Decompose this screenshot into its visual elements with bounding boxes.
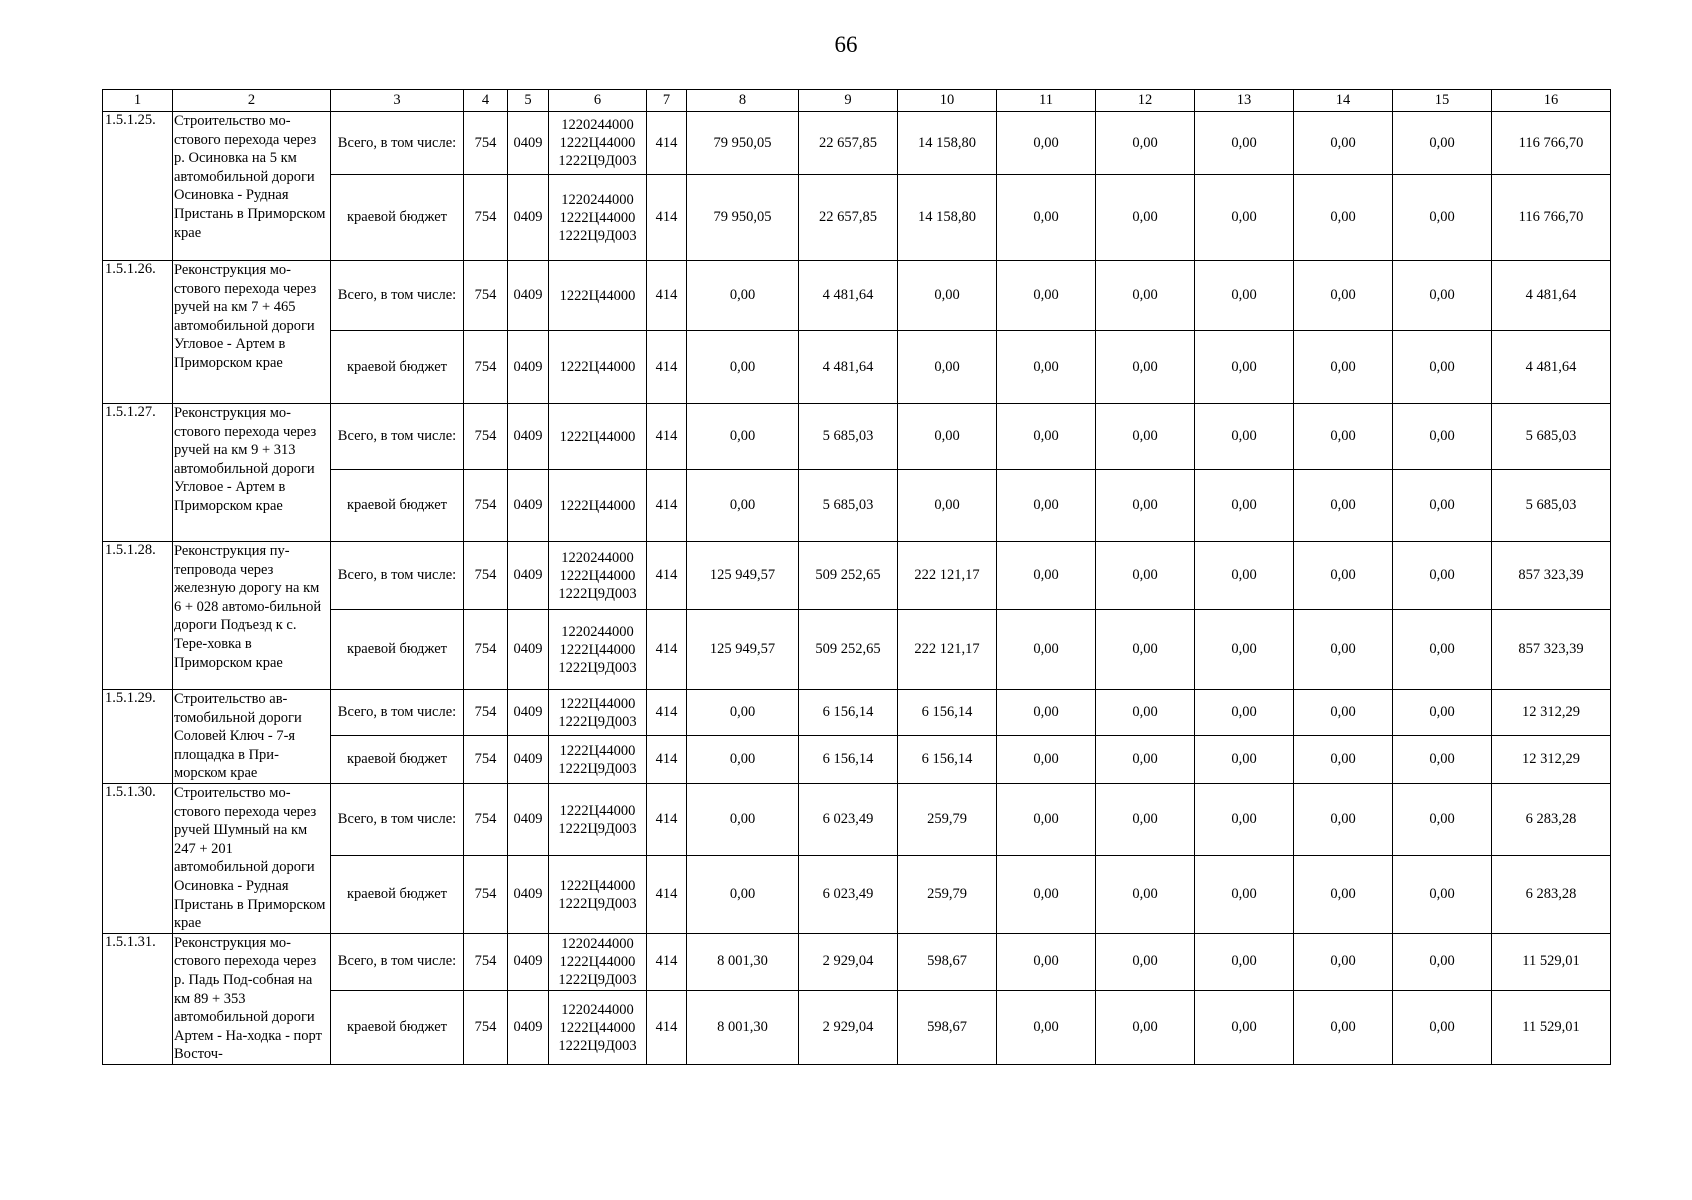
section-code: 0409 (508, 933, 549, 991)
expense-type-code: 414 (647, 261, 687, 331)
expense-type-code: 414 (647, 404, 687, 470)
expense-type-code: 414 (647, 736, 687, 784)
funding-source: краевой бюджет (331, 470, 464, 542)
amount-value: 0,00 (1393, 610, 1492, 690)
funding-source: краевой бюджет (331, 856, 464, 933)
amount-value: 6 156,14 (799, 690, 898, 736)
section-code: 0409 (508, 175, 549, 261)
amount-value: 0,00 (1195, 175, 1294, 261)
col-header: 5 (508, 90, 549, 112)
amount-value: 0,00 (1096, 331, 1195, 404)
amount-value: 5 685,03 (799, 404, 898, 470)
amount-value: 0,00 (898, 404, 997, 470)
amount-value: 0,00 (1294, 991, 1393, 1065)
expense-type-code: 414 (647, 470, 687, 542)
amount-value: 0,00 (1393, 261, 1492, 331)
item-name: Реконструкция пу-тепровода через железную дорогу на км 6 + 028 автомо-бильной дороги Подъезд к с. Тере-ховка в Приморском крае (173, 542, 331, 690)
amount-value: 222 121,17 (898, 542, 997, 610)
amount-value: 125 949,57 (687, 542, 799, 610)
section-code: 0409 (508, 331, 549, 404)
table-row (103, 690, 1611, 736)
target-article-code: 1220244000 1222Ц44000 1222Ц9Д003 (549, 542, 647, 610)
col-header: 8 (687, 90, 799, 112)
col-header: 6 (549, 90, 647, 112)
amount-value: 0,00 (1294, 261, 1393, 331)
amount-value: 6 156,14 (799, 736, 898, 784)
amount-value: 6 023,49 (799, 856, 898, 933)
target-article-code: 1220244000 1222Ц44000 1222Ц9Д003 (549, 112, 647, 175)
admin-code: 754 (464, 404, 508, 470)
amount-value: 0,00 (997, 610, 1096, 690)
item-name: Реконструкция мо-стового перехода через ручей на км 7 + 465 автомобильной дороги Угловое - Артем в Приморском крае (173, 261, 331, 404)
item-code: 1.5.1.27. (103, 404, 173, 542)
total-value: 12 312,29 (1492, 736, 1611, 784)
item-code: 1.5.1.29. (103, 690, 173, 784)
amount-value: 0,00 (1393, 736, 1492, 784)
table-row (103, 404, 1611, 470)
amount-value: 0,00 (1096, 404, 1195, 470)
target-article-code: 1222Ц44000 1222Ц9Д003 (549, 783, 647, 855)
amount-value: 6 156,14 (898, 690, 997, 736)
section-code: 0409 (508, 542, 549, 610)
amount-value: 0,00 (1195, 470, 1294, 542)
amount-value: 0,00 (687, 261, 799, 331)
total-value: 11 529,01 (1492, 933, 1611, 991)
amount-value: 0,00 (1294, 404, 1393, 470)
amount-value: 8 001,30 (687, 933, 799, 991)
target-article-code: 1222Ц44000 (549, 470, 647, 542)
expense-type-code: 414 (647, 690, 687, 736)
amount-value: 0,00 (687, 331, 799, 404)
amount-value: 5 685,03 (799, 470, 898, 542)
section-code: 0409 (508, 690, 549, 736)
amount-value: 0,00 (1294, 933, 1393, 991)
admin-code: 754 (464, 690, 508, 736)
amount-value: 0,00 (1294, 783, 1393, 855)
amount-value: 0,00 (1294, 856, 1393, 933)
funding-source: краевой бюджет (331, 991, 464, 1065)
admin-code: 754 (464, 112, 508, 175)
amount-value: 0,00 (997, 261, 1096, 331)
amount-value: 125 949,57 (687, 610, 799, 690)
amount-value: 259,79 (898, 783, 997, 855)
admin-code: 754 (464, 470, 508, 542)
admin-code: 754 (464, 175, 508, 261)
amount-value: 222 121,17 (898, 610, 997, 690)
col-header: 15 (1393, 90, 1492, 112)
total-value: 6 283,28 (1492, 856, 1611, 933)
funding-source: краевой бюджет (331, 175, 464, 261)
amount-value: 0,00 (1294, 175, 1393, 261)
total-value: 857 323,39 (1492, 610, 1611, 690)
col-header: 9 (799, 90, 898, 112)
amount-value: 0,00 (997, 470, 1096, 542)
amount-value: 0,00 (1195, 736, 1294, 784)
amount-value: 0,00 (1195, 542, 1294, 610)
expense-type-code: 414 (647, 991, 687, 1065)
item-name: Строительство мо-стового перехода через р. Осиновка на 5 км автомобильной дороги Осиновка - Рудная Пристань в Приморском крае (173, 112, 331, 261)
item-name: Реконструкция мо-стового перехода через р. Падь Под-собная на км 89 + 353 автомобильной дороги Артем - На-ходка - порт Восточ- (173, 933, 331, 1064)
amount-value: 0,00 (1294, 470, 1393, 542)
amount-value: 0,00 (1195, 610, 1294, 690)
amount-value: 0,00 (898, 470, 997, 542)
amount-value: 0,00 (1195, 783, 1294, 855)
header-row (103, 90, 1611, 112)
col-header: 3 (331, 90, 464, 112)
amount-value: 0,00 (997, 690, 1096, 736)
item-code: 1.5.1.31. (103, 933, 173, 1064)
target-article-code: 1222Ц44000 (549, 331, 647, 404)
expense-type-code: 414 (647, 783, 687, 855)
total-value: 116 766,70 (1492, 175, 1611, 261)
amount-value: 0,00 (1096, 175, 1195, 261)
target-article-code: 1222Ц44000 1222Ц9Д003 (549, 856, 647, 933)
total-value: 4 481,64 (1492, 261, 1611, 331)
admin-code: 754 (464, 331, 508, 404)
expense-type-code: 414 (647, 112, 687, 175)
amount-value: 0,00 (1096, 112, 1195, 175)
amount-value: 0,00 (1294, 112, 1393, 175)
amount-value: 0,00 (1393, 470, 1492, 542)
amount-value: 0,00 (997, 175, 1096, 261)
expense-type-code: 414 (647, 331, 687, 404)
amount-value: 0,00 (1096, 856, 1195, 933)
section-code: 0409 (508, 736, 549, 784)
amount-value: 22 657,85 (799, 112, 898, 175)
amount-value: 259,79 (898, 856, 997, 933)
amount-value: 0,00 (687, 736, 799, 784)
amount-value: 6 156,14 (898, 736, 997, 784)
amount-value: 14 158,80 (898, 112, 997, 175)
funding-source: Всего, в том числе: (331, 783, 464, 855)
amount-value: 0,00 (1195, 690, 1294, 736)
amount-value: 0,00 (997, 933, 1096, 991)
expense-type-code: 414 (647, 856, 687, 933)
funding-source: краевой бюджет (331, 736, 464, 784)
amount-value: 0,00 (1393, 175, 1492, 261)
section-code: 0409 (508, 261, 549, 331)
amount-value: 0,00 (997, 783, 1096, 855)
page-number: 66 (834, 32, 858, 57)
section-code: 0409 (508, 783, 549, 855)
admin-code: 754 (464, 610, 508, 690)
item-name: Реконструкция мо-стового перехода через ручей на км 9 + 313 автомобильной дороги Угловое - Артем в Приморском крае (173, 404, 331, 542)
target-article-code: 1220244000 1222Ц44000 1222Ц9Д003 (549, 933, 647, 991)
admin-code: 754 (464, 991, 508, 1065)
target-article-code: 1220244000 1222Ц44000 1222Ц9Д003 (549, 991, 647, 1065)
amount-value: 0,00 (1096, 991, 1195, 1065)
table-row (103, 542, 1611, 610)
amount-value: 0,00 (1195, 331, 1294, 404)
target-article-code: 1222Ц44000 1222Ц9Д003 (549, 736, 647, 784)
amount-value: 509 252,65 (799, 610, 898, 690)
amount-value: 0,00 (1195, 112, 1294, 175)
expense-type-code: 414 (647, 610, 687, 690)
amount-value: 0,00 (1294, 736, 1393, 784)
col-header: 10 (898, 90, 997, 112)
amount-value: 8 001,30 (687, 991, 799, 1065)
amount-value: 0,00 (1393, 404, 1492, 470)
amount-value: 2 929,04 (799, 991, 898, 1065)
item-code: 1.5.1.25. (103, 112, 173, 261)
total-value: 5 685,03 (1492, 470, 1611, 542)
amount-value: 0,00 (898, 331, 997, 404)
amount-value: 0,00 (1393, 542, 1492, 610)
amount-value: 0,00 (687, 690, 799, 736)
section-code: 0409 (508, 470, 549, 542)
item-name: Строительство ав-томобильной дороги Соловей Ключ - 7-я площадка в При-морском крае (173, 690, 331, 784)
amount-value: 4 481,64 (799, 331, 898, 404)
amount-value: 0,00 (997, 112, 1096, 175)
amount-value: 0,00 (997, 736, 1096, 784)
table-row (103, 261, 1611, 331)
amount-value: 0,00 (1195, 856, 1294, 933)
amount-value: 0,00 (1294, 542, 1393, 610)
col-header: 7 (647, 90, 687, 112)
amount-value: 0,00 (898, 261, 997, 331)
target-article-code: 1222Ц44000 (549, 404, 647, 470)
amount-value: 0,00 (1096, 933, 1195, 991)
amount-value: 4 481,64 (799, 261, 898, 331)
amount-value: 598,67 (898, 991, 997, 1065)
target-article-code: 1222Ц44000 (549, 261, 647, 331)
amount-value: 0,00 (1393, 331, 1492, 404)
admin-code: 754 (464, 542, 508, 610)
total-value: 5 685,03 (1492, 404, 1611, 470)
amount-value: 598,67 (898, 933, 997, 991)
funding-source: Всего, в том числе: (331, 690, 464, 736)
col-header: 2 (173, 90, 331, 112)
budget-table (102, 89, 1611, 1065)
admin-code: 754 (464, 856, 508, 933)
expense-type-code: 414 (647, 175, 687, 261)
amount-value: 0,00 (1096, 542, 1195, 610)
amount-value: 0,00 (997, 542, 1096, 610)
amount-value: 0,00 (1393, 856, 1492, 933)
funding-source: Всего, в том числе: (331, 933, 464, 991)
amount-value: 0,00 (1393, 991, 1492, 1065)
col-header: 4 (464, 90, 508, 112)
amount-value: 0,00 (1294, 690, 1393, 736)
funding-source: Всего, в том числе: (331, 261, 464, 331)
amount-value: 0,00 (997, 991, 1096, 1065)
table-row (103, 783, 1611, 855)
item-code: 1.5.1.28. (103, 542, 173, 690)
funding-source: Всего, в том числе: (331, 542, 464, 610)
funding-source: Всего, в том числе: (331, 112, 464, 175)
section-code: 0409 (508, 404, 549, 470)
section-code: 0409 (508, 856, 549, 933)
item-code: 1.5.1.30. (103, 783, 173, 933)
amount-value: 14 158,80 (898, 175, 997, 261)
col-header: 16 (1492, 90, 1611, 112)
total-value: 857 323,39 (1492, 542, 1611, 610)
total-value: 12 312,29 (1492, 690, 1611, 736)
funding-source: краевой бюджет (331, 331, 464, 404)
amount-value: 22 657,85 (799, 175, 898, 261)
amount-value: 0,00 (1195, 261, 1294, 331)
total-value: 11 529,01 (1492, 991, 1611, 1065)
amount-value: 79 950,05 (687, 175, 799, 261)
amount-value: 0,00 (1096, 783, 1195, 855)
amount-value: 0,00 (1393, 933, 1492, 991)
section-code: 0409 (508, 610, 549, 690)
amount-value: 0,00 (1393, 112, 1492, 175)
expense-type-code: 414 (647, 933, 687, 991)
table-row (103, 112, 1611, 175)
expense-type-code: 414 (647, 542, 687, 610)
item-code: 1.5.1.26. (103, 261, 173, 404)
target-article-code: 1220244000 1222Ц44000 1222Ц9Д003 (549, 175, 647, 261)
target-article-code: 1220244000 1222Ц44000 1222Ц9Д003 (549, 610, 647, 690)
admin-code: 754 (464, 261, 508, 331)
amount-value: 0,00 (1096, 261, 1195, 331)
amount-value: 0,00 (997, 856, 1096, 933)
admin-code: 754 (464, 783, 508, 855)
amount-value: 0,00 (997, 404, 1096, 470)
total-value: 4 481,64 (1492, 331, 1611, 404)
section-code: 0409 (508, 991, 549, 1065)
amount-value: 0,00 (997, 331, 1096, 404)
col-header: 14 (1294, 90, 1393, 112)
amount-value: 2 929,04 (799, 933, 898, 991)
total-value: 116 766,70 (1492, 112, 1611, 175)
amount-value: 0,00 (1096, 610, 1195, 690)
funding-source: краевой бюджет (331, 610, 464, 690)
amount-value: 0,00 (687, 404, 799, 470)
admin-code: 754 (464, 736, 508, 784)
amount-value: 0,00 (1195, 991, 1294, 1065)
col-header: 13 (1195, 90, 1294, 112)
amount-value: 509 252,65 (799, 542, 898, 610)
section-code: 0409 (508, 112, 549, 175)
col-header: 12 (1096, 90, 1195, 112)
amount-value: 0,00 (1096, 690, 1195, 736)
amount-value: 0,00 (687, 470, 799, 542)
col-header: 1 (103, 90, 173, 112)
total-value: 6 283,28 (1492, 783, 1611, 855)
funding-source: Всего, в том числе: (331, 404, 464, 470)
amount-value: 0,00 (1195, 933, 1294, 991)
col-header: 11 (997, 90, 1096, 112)
table-row (103, 933, 1611, 991)
amount-value: 0,00 (1294, 331, 1393, 404)
amount-value: 0,00 (1195, 404, 1294, 470)
amount-value: 0,00 (1393, 690, 1492, 736)
amount-value: 6 023,49 (799, 783, 898, 855)
amount-value: 0,00 (1096, 736, 1195, 784)
admin-code: 754 (464, 933, 508, 991)
target-article-code: 1222Ц44000 1222Ц9Д003 (549, 690, 647, 736)
amount-value: 0,00 (687, 856, 799, 933)
amount-value: 0,00 (1294, 610, 1393, 690)
amount-value: 0,00 (1393, 783, 1492, 855)
amount-value: 0,00 (1096, 470, 1195, 542)
item-name: Строительство мо-стового перехода через ручей Шумный на км 247 + 201 автомобильной дороги Осиновка - Рудная Пристань в Приморском крае (173, 783, 331, 933)
amount-value: 79 950,05 (687, 112, 799, 175)
amount-value: 0,00 (687, 783, 799, 855)
